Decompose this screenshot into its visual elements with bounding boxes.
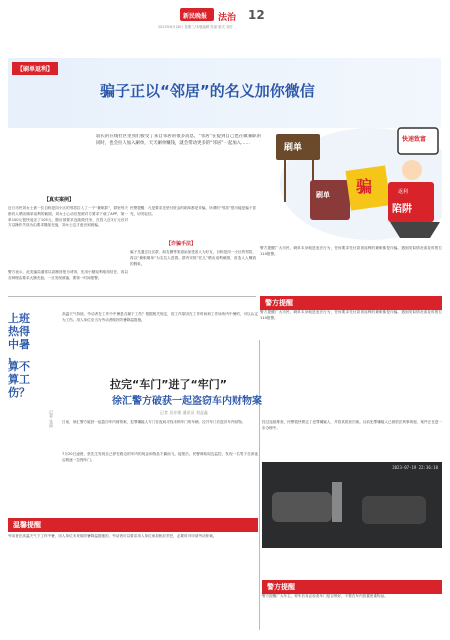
legal-tip-body: 劳动者在高温天气下工作中暑，用人单位未采取防暑降温措施的，劳动者可以要求用人单位承担相应责任，必要时可申请劳动仲裁。: [8, 534, 217, 538]
story-body-4: 骗子先通过社区群、朋友圈等渠道添加受害人为好友，自称是同一小区的邻居，再以“兼职刷单”为名拉人进群。群内安排“托儿”晒出返利截图，营造人人赚钱的假象。: [130, 250, 256, 266]
graphic-trap-label: 陷阱: [392, 204, 412, 215]
story-body-5: 警方提醒广大市民，刷单本身就是违法行为，任何要求先付款再返利的兼职都是诈骗。遇到类似情况请及时拨打110报警。: [260, 246, 442, 256]
page-number: 12: [248, 8, 265, 22]
side-title-3: 中暑: [8, 338, 30, 351]
section-name: 法治: [218, 13, 237, 23]
side-title-4: ，: [8, 349, 19, 362]
second-byline: 记者 吴亦维 通讯员 刘益鑫: [160, 410, 208, 415]
column-divider: [259, 340, 260, 630]
side-title-6: 算工: [8, 373, 30, 386]
graphic-trap-sub: 返利: [398, 189, 409, 195]
surveillance-photo: [262, 462, 442, 548]
logo-text: 新民晚报: [183, 13, 208, 20]
police-tip-body: 警方提醒广大市民，刷单本身就是违法行为，任何要求先付款再返利的兼职都是诈骗。遇到类似情况请及时拨打110报警。: [260, 310, 442, 320]
photo-timestamp: 2023-07-19 22:36:10: [392, 465, 438, 470]
story-lead: 较长的在线社区里我们接受了来自邻居的很多消息，“邻居”在提到自己也在做兼职的同时，也会拉人加入刷单，天天刷单赚钱，就会带动更多的“邻居”一起加入……: [96, 134, 261, 146]
side-title-1: 上班: [8, 312, 30, 325]
second-body-2: 7月20日凌晨，张先生发现自己停在路边的车内的现金和物品不翼而飞。接报后，民警调取周边监控，发现一名男子在深夜沿路逐一拉拽车门。: [62, 452, 258, 462]
graphic-sign-label: 快速致富: [402, 136, 427, 143]
masthead-info: 2023年6月28日 星期三/本版编辑 张丽 版式 刘红: [158, 25, 233, 29]
column-body: 高温天气持续，劳动者在工作中中暑是否属于工伤？根据相关规定，因工作原因在工作时间和工作场所内中暑的，可以认定为工伤。用人单位应当为劳动者做好防暑降温措施。: [62, 312, 258, 322]
story-body-1: 近日市民刘女士被一位自称是同小区的邻居拉入了一个“兼职群”，群里每天都有人晒出刷单返利的截图，刘女士心动后按照对方要求下载了APP，第一单100元很快返还了105元，随后被要求连续做任务，在投入近3万元后对方以操作失误为由要求继续充值，刘女士这才意识到被骗。: [8, 206, 128, 228]
tips-label: 【诈骗手法】: [166, 241, 197, 247]
top-story-banner: [8, 58, 441, 128]
story-headline: 骗子正以“邻居”的名义加你微信: [100, 82, 315, 100]
scam-illustration: [270, 124, 442, 242]
side-title-5: 算不: [8, 360, 30, 373]
story-tag: 【刷单返利】: [12, 62, 58, 75]
second-headline-1: 拉完“车门”进了“牢门”: [110, 378, 227, 391]
side-title-7: 伤？: [8, 386, 30, 399]
police-tip-label: 警方提醒: [260, 296, 442, 310]
graphic-board-label: 刷单: [284, 143, 303, 153]
graphic-bag-label: 刷单: [316, 191, 330, 199]
story-body-3: 警方表示，此类骗局通常以高额回报为诱饵，先用小额返利取得信任，再以各种理由要求大额充值。一旦发现被骗，要第一时间报警。: [8, 270, 128, 280]
second-police-body: 警方提醒广大车主，停车后务必检查车门是否锁好，不要在车内放置贵重物品。: [262, 594, 388, 598]
legal-tip-label: 温馨提醒: [8, 518, 258, 532]
masthead: [180, 8, 270, 22]
second-headline-2: 徐汇警方破获一起盗窃车内财物案: [112, 396, 262, 407]
story-divider: [8, 296, 256, 297]
story-body-2: 民警提醒：凡是要求先垫付资金的刷单都是诈骗，所谓的“邻居”很可能是骗子冒充，切勿轻信。: [130, 206, 256, 216]
graphic-scam-label: 骗: [356, 177, 373, 196]
side-title-2: 热得: [8, 325, 30, 338]
second-police-label: 警方提醒: [262, 580, 442, 594]
case-label: 【真实案例】: [44, 197, 75, 203]
side-column: [8, 312, 48, 462]
side-author: 记者 张丽: [49, 410, 54, 428]
second-body-1: 日前，徐汇警方破获一起盗窃车内财物案，犯罪嫌疑人专门在夜间寻找未锁车门的车辆，拉开车门后盗窃车内财物。: [62, 420, 246, 424]
second-body-3: 经过连续排查，民警很快锁定了犯罪嫌疑人，并将其抓获归案。目前犯罪嫌疑人已被依法刑事拘留，案件正在进一步办理中。: [262, 420, 442, 430]
